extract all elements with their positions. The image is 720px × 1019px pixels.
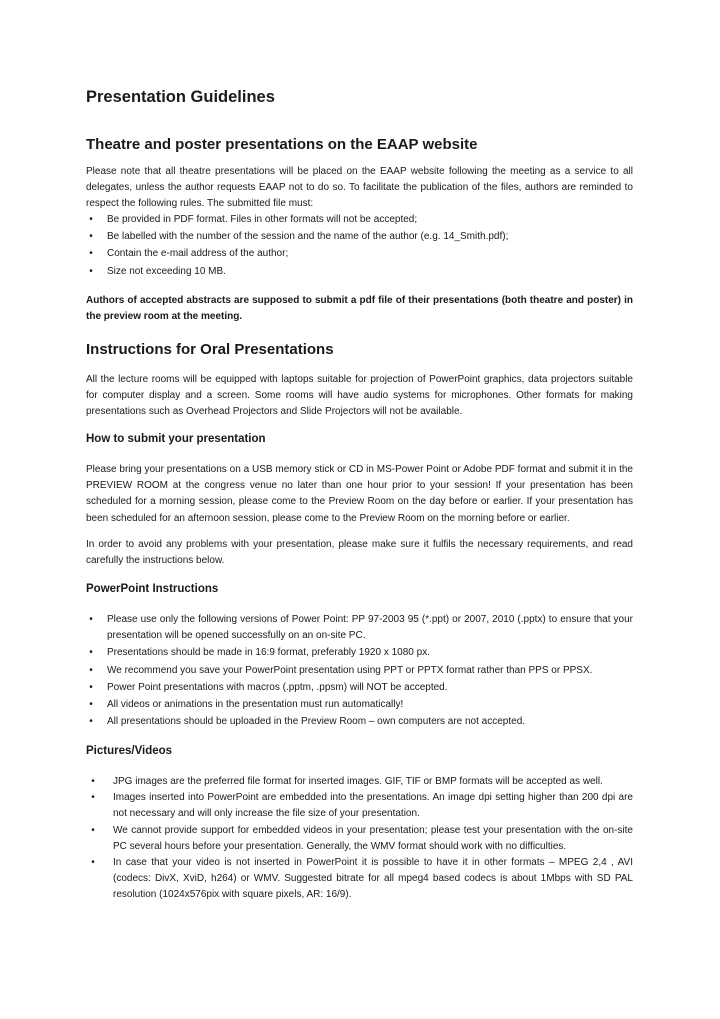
bullet-icon: • bbox=[89, 614, 93, 625]
subheading-powerpoint: PowerPoint Instructions bbox=[86, 583, 219, 595]
list-item: • Images inserted into PowerPoint are embedded into the presentations. An image dpi setting higher than 200 dpi are not necessary and will only increase the file size of your presentation. bbox=[86, 790, 633, 822]
bullet-icon: • bbox=[89, 265, 93, 277]
website-rules-list bbox=[86, 212, 633, 281]
bullet-icon: • bbox=[89, 214, 93, 225]
list-item: • Be labelled with the number of the session and the name of the author (e.g. 14_Smith.pdf); bbox=[86, 229, 633, 245]
bullet-icon: • bbox=[89, 699, 93, 711]
bullet-icon: • bbox=[89, 716, 93, 728]
list-item: • All presentations should be uploaded in the Preview Room – own computers are not accepted. bbox=[86, 714, 633, 730]
list-item: • Contain the e-mail address of the author; bbox=[86, 246, 633, 262]
list-item: • Presentations should be made in 16:9 format, preferably 1920 x 1080 px. bbox=[86, 645, 633, 661]
oral-intro-paragraph: All the lecture rooms will be equipped with laptops suitable for projection of PowerPoint graphics, data projectors suitable for computer display and a screen. Some rooms will have audio systems for microphones. Other formats for making presentations such as Overhead Projectors and Slide Projectors will not be available. bbox=[86, 374, 633, 418]
pictures-list bbox=[86, 774, 633, 904]
list-item: • In case that your video is not inserted in PowerPoint it is possible to have it in other formats – MPEG 2,4 , AVI (codecs: DivX, XviD, h264) or WMV. Suggested bitrate for all mpeg4 based codecs is about 1Mbps with SD PAL resolution (1024x576pix with square pixels, AR: 16/9). bbox=[86, 855, 633, 904]
page-title: Presentation Guidelines bbox=[86, 88, 275, 106]
bullet-icon: • bbox=[89, 231, 93, 243]
bullet-icon: • bbox=[91, 792, 95, 804]
list-item: • Power Point presentations with macros (.pptm, .ppsm) will NOT be accepted. bbox=[86, 680, 633, 696]
website-intro-paragraph: Please note that all theatre presentations will be placed on the EAAP website following the meeting as a service to all delegates, unless the author requests EAAP not to do so. To facilitate the publication of the files, authors are reminded to respect the following rules. The submitted file must: bbox=[86, 166, 633, 210]
section-heading-oral: Instructions for Oral Presentations bbox=[86, 341, 334, 358]
bullet-icon: • bbox=[91, 776, 95, 787]
submit-paragraph-1: Please bring your presentations on a USB memory stick or CD in MS-Power Point or Adobe PDF format and submit it in the PREVIEW ROOM at the congress venue no later than one hour prior to your session! If your presentation has been scheduled for a morning session, please come to the Preview Room on the day before or earlier. If your presentation has been scheduled for an afternoon session, please come to the Preview Room on the morning before or earlier. bbox=[86, 464, 633, 524]
powerpoint-list bbox=[86, 612, 633, 730]
bullet-icon: • bbox=[89, 681, 93, 693]
bullet-icon: • bbox=[89, 664, 93, 676]
list-item: • Size not exceeding 10 MB. bbox=[86, 264, 633, 280]
bullet-icon: • bbox=[89, 248, 93, 260]
submit-paragraph-2: In order to avoid any problems with your presentation, please make sure it fulfils the necessary requirements, and read carefully the instructions below. bbox=[86, 539, 633, 567]
list-item: • We recommend you save your PowerPoint presentation using PPT or PPTX format rather than PPS or PPSX. bbox=[86, 663, 633, 679]
list-item: • Be provided in PDF format. Files in other formats will not be accepted; bbox=[86, 212, 633, 228]
list-item: • We cannot provide support for embedded videos in your presentation; please test your presentation with the on-site PC several hours before your presentation. Generally, the WMV format should work with no difficulties. bbox=[86, 823, 633, 855]
submission-note: Authors of accepted abstracts are supposed to submit a pdf file of their presentations (both theatre and poster) in the preview room at the meeting. bbox=[86, 295, 633, 323]
subheading-submit: How to submit your presentation bbox=[86, 433, 266, 445]
bullet-icon: • bbox=[89, 647, 93, 659]
list-item: • JPG images are the preferred file format for inserted images. GIF, TIF or BMP formats will be accepted as well. bbox=[86, 774, 633, 790]
list-item: • All videos or animations in the presentation must run automatically! bbox=[86, 697, 633, 713]
subheading-pictures: Pictures/Videos bbox=[86, 745, 173, 757]
list-item: • Please use only the following versions of Power Point: PP 97-2003 95 (*.ppt) or 2007, 2010 (.pptx) to ensure that your presentation will be opened successfully on an on-site PC. bbox=[86, 612, 633, 644]
bullet-icon: • bbox=[91, 824, 95, 836]
section-heading-website: Theatre and poster presentations on the EAAP website bbox=[86, 136, 478, 153]
bullet-icon: • bbox=[91, 857, 95, 869]
